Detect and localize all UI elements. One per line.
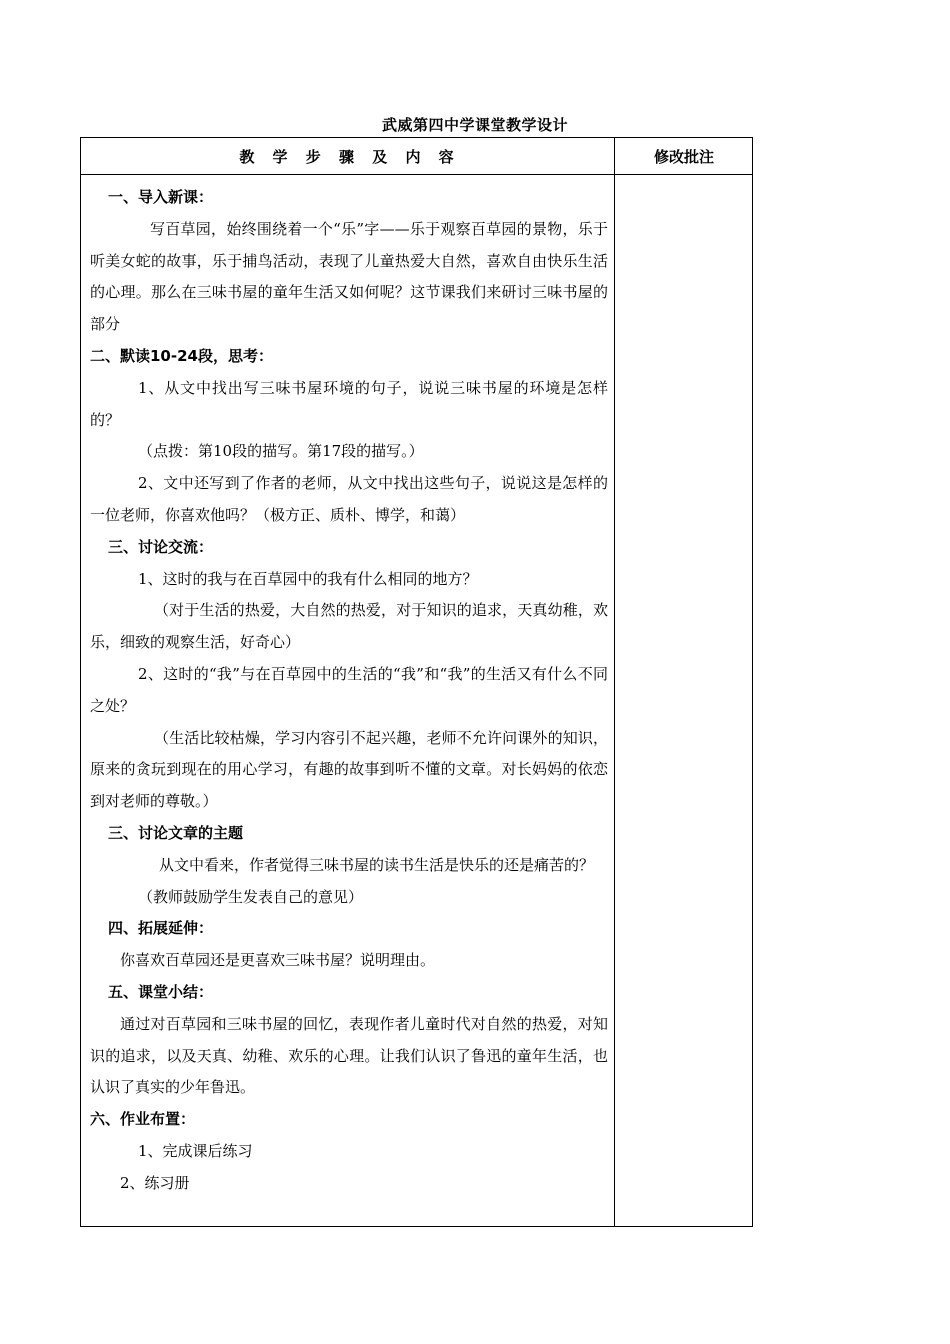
section-heading-extension: 四、拓展延伸：	[108, 919, 214, 938]
reading-question-1: 1、从文中找出写三味书屋环境的句子，说说三味书屋的环境是怎样的？	[90, 378, 608, 429]
header-teaching-steps: 教 学 步 骤 及 内 容	[239, 148, 456, 166]
extension-question: 你喜欢百草园还是更喜欢三味书屋？说明理由。	[120, 951, 436, 970]
revision-notes-cell	[615, 175, 752, 1226]
summary-paragraph: 通过对百草园和三味书屋的回忆，表现作者儿童时代对自然的热爱，对知识的追求，以及天真、幼稚、欢乐的心理。让我们认识了鲁迅的童年生活，也认识了真实的少年鲁迅。	[90, 1014, 608, 1097]
theme-note: （教师鼓励学生发表自己的意见）	[138, 887, 364, 906]
theme-question: 从文中看来，作者觉得三味书屋的读书生活是快乐的还是痛苦的？	[159, 855, 595, 874]
homework-item-1: 1、完成课后练习	[138, 1141, 253, 1160]
lesson-plan-table	[80, 137, 753, 1227]
section-heading-reading: 二、默读10-24段，思考：	[90, 346, 273, 365]
section-heading-discussion: 三、讨论交流：	[108, 537, 214, 556]
section-heading-homework: 六、作业布置：	[90, 1110, 196, 1129]
reading-question-2: 2、文中还写到了作者的老师，从文中找出这些句子，说说这是怎样的一位老师，你喜欢他吗？（极方正、质朴、博学，和蔼）	[90, 474, 608, 524]
intro-paragraph: 写百草园，始终围绕着一个“乐”字——乐于观察百草园的景物，乐于听美女蛇的故事，乐于捕鸟活动，表现了儿童热爱大自然，喜欢自由快乐生活的心理。那么在三味书屋的童年生活又如何呢？这节课我们来研讨三味书屋的部分	[90, 219, 608, 334]
header-revision-notes: 修改批注	[653, 148, 714, 166]
discussion-answer-1: （对于生活的热爱，大自然的热爱，对于知识的追求，天真幼稚，欢乐，细致的观察生活，好奇心）	[90, 601, 608, 652]
homework-item-2: 2、练习册	[120, 1173, 190, 1192]
discussion-answer-2: （生活比较枯燥，学习内容引不起兴趣，老师不允许问课外的知识，原来的贪玩到现在的用心学习，有趣的故事到听不懂的文章。对长妈妈的依恋到对老师的尊敬。）	[90, 728, 608, 811]
section-heading-intro: 一、导入新课：	[108, 188, 214, 206]
teaching-content	[90, 182, 608, 1200]
document-title: 武威第四中学课堂教学设计	[381, 116, 568, 134]
discussion-question-1: 1、这时的我与在百草园中的我有什么相同的地方？	[138, 569, 478, 588]
reading-hint: （点拨：第10段的描写。第17段的描写。）	[138, 442, 424, 461]
discussion-question-2: 2、这时的“我”与在百草园中的生活的“我”和“我”的生活又有什么不同之处？	[90, 664, 608, 715]
section-heading-summary: 五、课堂小结：	[108, 982, 214, 1001]
section-heading-theme: 三、讨论文章的主题	[108, 823, 244, 842]
